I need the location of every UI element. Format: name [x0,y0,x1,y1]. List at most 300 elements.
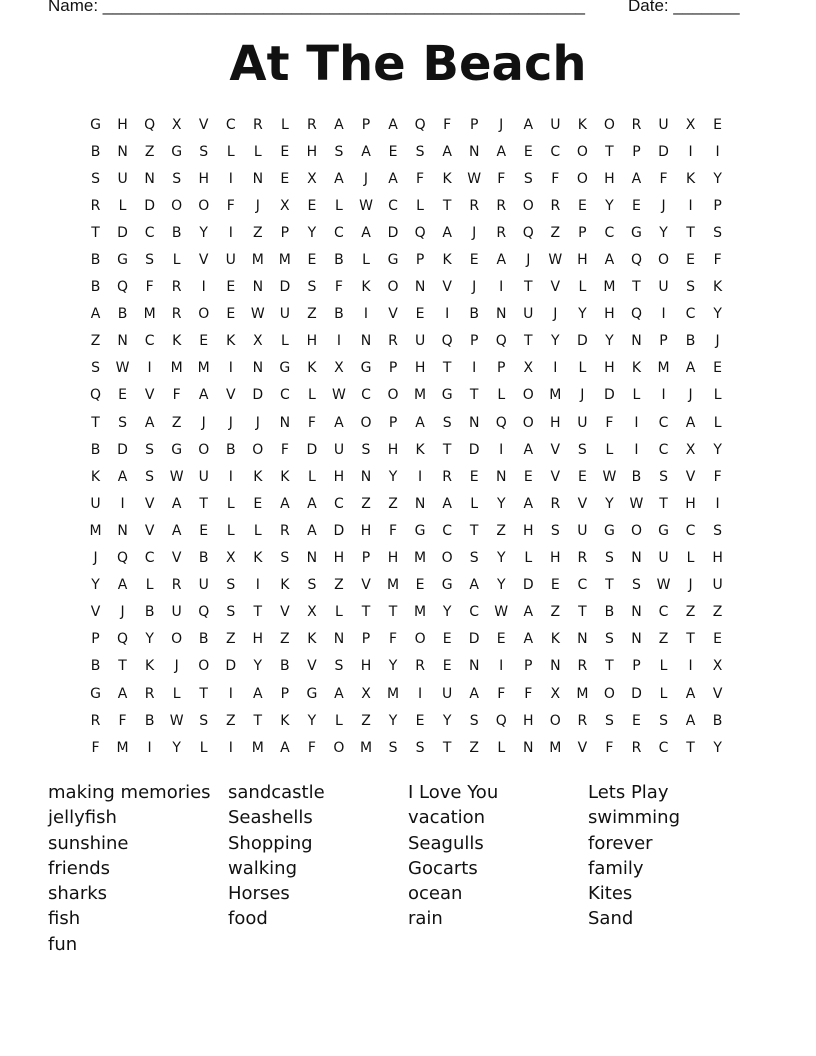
grid-letter: Y [307,712,317,729]
grid-letter: K [172,333,182,350]
grid-letter: O [522,197,534,214]
grid-letter: U [577,414,588,431]
grid-letter: E [442,631,452,648]
grid-letter: J [363,170,369,187]
grid-letter: A [171,522,182,539]
grid-letter: O [198,306,210,323]
grid-letter: F [307,739,316,756]
grid-letter: D [522,577,534,594]
grid-letter: Y [253,658,263,675]
grid-letter: F [91,739,100,756]
grid-letter: H [604,170,615,187]
grid-letter: T [442,197,452,214]
word-list-item: fish [48,908,81,930]
grid-letter: A [117,685,128,702]
grid-letter: N [631,604,642,621]
grid-letter: G [441,387,453,404]
grid-letter: C [550,143,561,160]
grid-letter: O [171,631,183,648]
grid-letter: F [443,116,452,133]
grid-letter: I [147,360,152,377]
grid-letter: G [658,522,669,539]
grid-letter: A [253,685,263,702]
grid-letter: B [685,333,696,350]
grid-letter: B [225,441,236,458]
grid-letter: B [198,550,209,567]
grid-letter: Y [713,306,722,323]
grid-letter: F [713,468,722,485]
grid-letter: A [442,495,452,512]
grid-letter: E [713,116,723,133]
grid-letter: L [659,685,668,702]
word-list-item [228,932,408,957]
grid-letter: N [252,170,264,187]
grid-letter: W [467,170,482,187]
grid-letter: N [414,279,426,296]
grid-letter: Y [388,712,398,729]
grid-letter: L [713,387,722,404]
grid-letter: V [712,685,723,702]
grid-letter: N [360,468,372,485]
grid-letter: A [171,495,182,512]
word-list-item: Seashells [228,807,313,829]
grid-letter: U [90,495,101,512]
grid-letter: L [524,550,533,567]
grid-letter: X [307,604,317,621]
grid-letter: M [576,685,589,702]
grid-letter: R [469,197,480,214]
grid-letter: P [280,224,290,241]
grid-letter: H [604,306,615,323]
grid-letter: F [334,279,343,296]
grid-letter: Z [225,631,236,648]
grid-letter: S [361,441,371,458]
grid-letter: R [307,116,317,133]
grid-letter: K [90,468,101,485]
grid-letter: T [686,631,695,648]
grid-letter: I [499,279,504,296]
grid-letter: J [688,387,693,404]
word-list-item: forever [588,832,653,854]
grid-letter: C [658,739,669,756]
grid-letter: T [523,279,533,296]
word-list-item: sunshine [48,832,129,854]
word-list-item: fun [48,933,78,955]
grid-letter: Z [307,306,317,323]
grid-letter: J [120,604,125,621]
grid-letter: A [469,685,479,702]
grid-letter: O [171,197,183,214]
grid-letter: E [226,306,236,323]
grid-letter: X [685,441,696,458]
grid-letter: O [441,550,453,567]
grid-letter: M [278,252,291,269]
grid-letter: H [414,360,426,377]
grid-letter: A [604,252,615,269]
grid-letter: Q [495,414,507,431]
word-list-item: I Love You [408,782,499,803]
grid-letter: X [523,360,534,377]
grid-letter: C [279,387,290,404]
word-list-item: Shopping [228,832,313,854]
grid-letter: V [388,306,398,323]
grid-letter: U [712,577,723,594]
word-list [48,780,768,957]
grid-letter: O [522,387,534,404]
grid-letter: E [280,143,290,160]
grid-letter: P [659,333,668,350]
grid-letter: E [307,197,317,214]
grid-letter: L [226,495,235,512]
grid-letter: K [361,279,371,296]
grid-letter: S [550,522,560,539]
grid-letter: T [632,279,641,296]
grid-letter: T [442,739,452,756]
grid-letter: M [116,739,129,756]
grid-letter: O [603,116,615,133]
grid-letter: E [632,197,641,214]
grid-letter: D [306,441,318,458]
grid-letter: C [144,333,155,350]
grid-letter: V [685,468,696,485]
page-title: At The Beach [229,36,587,92]
grid-letter: O [522,414,534,431]
grid-letter: G [603,522,615,539]
grid-letter: U [550,116,561,133]
grid-letter: O [198,441,210,458]
grid-letter: C [144,550,155,567]
grid-letter: L [145,577,154,594]
grid-letter: W [250,306,265,323]
grid-letter: W [169,712,184,729]
grid-letter: J [201,414,206,431]
grid-letter: N [333,631,345,648]
grid-letter: F [307,414,316,431]
grid-letter: L [172,252,181,269]
grid-letter: E [496,631,506,648]
grid-letter: T [605,658,614,675]
grid-letter: I [634,441,639,458]
grid-letter: U [198,577,209,594]
grid-letter: F [145,279,154,296]
grid-letter: R [171,279,182,296]
grid-letter: S [713,522,723,539]
grid-letter: Y [659,224,668,241]
grid-letter: K [145,658,155,675]
grid-letter: Z [144,143,155,160]
grid-letter: M [89,522,102,539]
grid-letter: L [605,441,614,458]
word-list-item: Lets Play [588,782,669,803]
grid-letter: Z [388,495,398,512]
grid-letter: E [523,468,533,485]
grid-letter: E [713,631,723,648]
grid-letter: H [333,468,345,485]
grid-letter: N [631,631,642,648]
grid-letter: N [117,143,128,160]
grid-letter: I [445,306,450,323]
grid-letter: A [117,577,128,594]
grid-letter: U [658,279,669,296]
grid-letter: J [553,306,558,323]
grid-letter: C [334,224,344,241]
grid-letter: N [495,306,507,323]
grid-letter: A [334,414,344,431]
grid-letter: S [415,143,425,160]
grid-letter: A [90,306,101,323]
grid-letter: R [171,306,182,323]
grid-letter: V [144,387,155,404]
grid-letter: B [90,279,101,296]
grid-letter: V [577,739,588,756]
grid-letter: N [414,495,426,512]
grid-letter: J [174,658,179,675]
grid-letter: D [225,658,237,675]
grid-letter: A [523,631,534,648]
grid-letter: R [388,333,398,350]
word-list-item: food [228,908,268,930]
grid-letter: H [360,658,372,675]
grid-letter: F [172,387,181,404]
grid-letter: Y [713,441,722,458]
grid-letter: M [197,360,210,377]
grid-letter: S [523,170,533,187]
grid-letter: Z [550,604,561,621]
grid-letter: Q [144,116,156,133]
grid-letter: Z [90,333,101,350]
grid-letter: M [251,252,264,269]
grid-letter: T [442,441,452,458]
grid-letter: W [332,387,346,404]
name-line: Name: ___________________________________________________ [48,0,585,15]
grid-letter: T [199,685,208,702]
grid-letter: R [631,116,642,133]
grid-letter: S [226,577,236,594]
grid-letter: S [659,468,668,485]
word-list-item: rain [408,908,443,930]
grid-letter: V [90,604,101,621]
grid-letter: O [576,143,588,160]
grid-letter: Q [495,712,507,729]
grid-letter: T [442,360,452,377]
grid-letter: Z [361,495,371,512]
grid-letter: N [279,414,291,431]
grid-letter: S [226,604,236,621]
grid-letter: D [658,143,669,160]
grid-letter: C [685,306,696,323]
grid-letter: J [472,224,477,241]
grid-letter: O [576,170,588,187]
grid-letter: Z [253,224,263,241]
word-list-item: swimming [588,807,681,829]
grid-letter: B [334,306,344,323]
word-list-item: vacation [408,807,486,829]
grid-letter: U [171,604,182,621]
grid-letter: A [415,414,425,431]
grid-letter: L [253,143,262,160]
grid-letter: V [280,604,290,621]
grid-letter: A [117,468,128,485]
grid-letter: N [468,143,480,160]
grid-letter: Q [630,252,642,269]
grid-letter: S [307,577,317,594]
grid-letter: P [497,360,506,377]
grid-letter: B [469,306,479,323]
grid-letter: U [658,550,669,567]
grid-letter: Y [551,333,560,350]
grid-letter: S [442,414,452,431]
grid-letter: I [336,333,342,350]
grid-letter: L [226,522,235,539]
grid-letter: M [386,577,400,594]
grid-letter: G [360,360,372,377]
word-list-item: making memories [48,782,211,803]
grid-letter: B [90,441,101,458]
grid-letter: L [253,522,262,539]
grid-letter: B [198,631,209,648]
grid-letter: E [442,658,452,675]
grid-letter: F [389,522,398,539]
grid-letter: A [523,441,534,458]
word-list-item: Kites [588,883,633,905]
word-list-item: walking [228,857,298,879]
grid-letter: S [469,550,479,567]
grid-letter: G [441,577,453,594]
grid-letter: S [415,739,425,756]
grid-letter: K [226,333,236,350]
grid-letter: B [117,306,128,323]
grid-letter: V [198,252,209,269]
grid-letter: G [90,685,101,702]
grid-letter: I [228,468,233,485]
grid-letter: T [118,658,127,675]
grid-letter: P [632,143,641,160]
grid-letter: Y [605,333,614,350]
grid-letter: B [334,252,344,269]
grid-letter: E [632,712,641,729]
grid-letter: R [577,658,588,675]
grid-letter: V [577,495,588,512]
grid-letter: I [472,360,477,377]
grid-letter: Y [605,495,614,512]
grid-letter: I [553,360,558,377]
grid-letter: C [577,577,588,594]
grid-letter: D [252,387,264,404]
grid-letter: B [144,712,155,729]
grid-letter: L [307,387,316,404]
grid-letter: J [93,550,98,567]
grid-letter: S [172,170,182,187]
grid-letter: I [715,143,720,160]
grid-letter: I [228,170,233,187]
grid-letter: Q [117,279,129,296]
grid-letter: I [499,441,504,458]
grid-letter: P [415,252,425,269]
grid-letter: T [253,604,263,621]
grid-letter: G [117,252,128,269]
grid-letter: F [226,197,235,214]
grid-letter: I [201,279,206,296]
grid-letter: R [90,712,101,729]
grid-letter: K [280,712,290,729]
grid-letter: J [526,252,531,269]
grid-letter: O [198,658,210,675]
word-list-item: family [588,857,644,879]
word-list-item: jellyfish [48,807,117,829]
grid-letter: I [499,658,504,675]
grid-letter: R [442,468,452,485]
grid-letter: X [334,360,344,377]
grid-letter: H [198,170,209,187]
grid-letter: O [657,252,670,269]
grid-letter: I [418,685,423,702]
grid-letter: I [228,224,233,241]
grid-letter: Z [469,739,479,756]
grid-letter: E [253,495,263,512]
grid-letter: E [523,143,533,160]
grid-letter: I [715,495,720,512]
grid-letter: H [523,712,534,729]
grid-letter: O [360,414,372,431]
grid-letter: N [252,279,264,296]
grid-letter: E [469,252,479,269]
grid-letter: A [334,116,344,133]
grid-letter: J [472,279,477,296]
grid-letter: Y [713,170,722,187]
grid-letter: F [497,170,506,187]
grid-letter: A [307,522,317,539]
grid-letter: A [523,495,534,512]
grid-letter: I [661,387,666,404]
grid-letter: T [469,387,479,404]
grid-letter: D [387,224,399,241]
grid-letter: N [360,333,372,350]
grid-letter: D [117,441,128,458]
grid-letter: U [117,170,128,187]
grid-letter: T [659,495,668,512]
grid-letter: O [198,197,210,214]
grid-letter: E [577,468,587,485]
grid-letter: Y [199,224,208,241]
grid-letter: F [659,170,668,187]
grid-letter: T [523,333,533,350]
grid-letter: I [688,197,693,214]
grid-letter: N [468,414,480,431]
grid-letter: Z [496,522,507,539]
grid-letter: V [171,550,182,567]
grid-letter: D [576,333,588,350]
grid-letter: C [604,224,615,241]
grid-letter: N [117,522,128,539]
grid-letter: C [658,441,669,458]
grid-letter: T [686,739,695,756]
grid-letter: S [334,143,344,160]
grid-letter: R [171,577,182,594]
grid-letter: V [550,279,561,296]
grid-letter: O [333,739,345,756]
grid-letter: M [549,387,562,404]
grid-letter: D [333,522,345,539]
grid-letter: F [524,685,533,702]
grid-letter: A [523,604,534,621]
grid-letter: T [91,224,100,241]
grid-letter: A [361,143,371,160]
grid-letter: L [578,279,587,296]
grid-letter: A [280,739,290,756]
grid-letter: T [686,224,695,241]
grid-letter: H [360,522,372,539]
grid-letter: H [387,550,399,567]
